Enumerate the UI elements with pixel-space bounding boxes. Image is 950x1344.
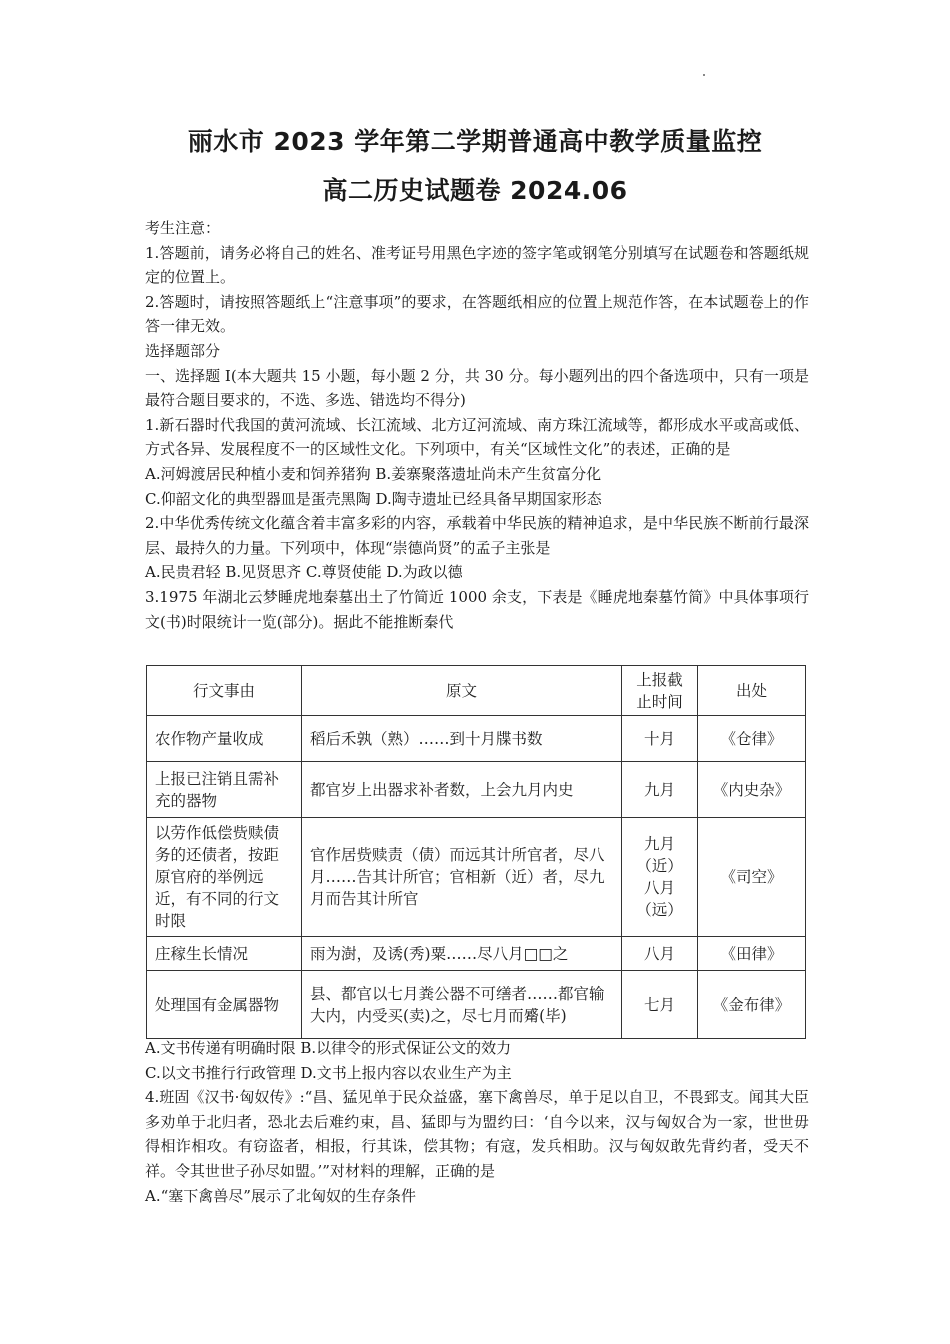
q4-option-a: A.“塞下禽兽尽”展示了北匈奴的生存条件 [145,1186,416,1205]
table-cell: 官作居赀赎责（债）而远其计所官者，尽八月……告其计所官；官相新（近）者，尽九月而告其计所官 [302,818,622,937]
table-cell: 《田律》 [698,937,806,971]
table-cell: 稻后禾孰（熟）……到十月牒书数 [302,716,622,762]
q1-options-cd: C.仰韶文化的典型器皿是蛋壳黑陶 D.陶寺遗址已经具备早期国家形态 [145,489,602,508]
table-cell: 上报已注销且需补充的器物 [147,762,302,818]
q1-options-ab: A.河姆渡居民种植小麦和饲养猪狗 B.姜寨聚落遗址尚未产生贫富分化 [145,464,602,483]
exam-body-lower [145,1036,809,1208]
table-cell: 十月 [622,716,698,762]
table-header-cell: 出处 [698,666,806,716]
table-cell: 都官岁上出器求补者数，上会九月内史 [302,762,622,818]
table-row [147,716,806,762]
exam-body-upper [145,216,809,634]
q3-stem: 3.1975 年湖北云梦睡虎地秦墓出土了竹简近 1000 余支，下表是《睡虎地秦墓竹简》中具体事项行文(书)时限统计一览(部分)。据此不能推断秦代 [145,587,809,631]
table-cell: 《内史杂》 [698,762,806,818]
notice-heading: 考生注意： [145,219,221,237]
q3-options-ab: A.文书传递有明确时限 B.以律令的形式保证公文的效力 [145,1039,512,1057]
table-cell: 《仓律》 [698,716,806,762]
table-cell: 农作物产量收成 [147,716,302,762]
table-row [147,937,806,971]
table-header-cell: 行文事由 [147,666,302,716]
table-cell: 八月 [622,937,698,971]
table-cell: 庄稼生长情况 [147,937,302,971]
table-cell: 七月 [622,971,698,1039]
table-cell: 九月（近）八月（远） [622,818,698,937]
q1-stem: 1.新石器时代我国的黄河流域、长江流域、北方辽河流域、南方珠江流域等，都形成水平或高或低、方式各异、发展程度不一的区域性文化。下列项中，有关“区域性文化”的表述，正确的是 [145,415,809,459]
q2-stem: 2.中华优秀传统文化蕴含着丰富多彩的内容，承载着中华民族的精神追求，是中华民族不断前行最深层、最持久的力量。下列项中，体现“崇德尚贤”的孟子主张是 [145,514,809,557]
q3-table [146,665,806,1039]
table-header-cell: 原文 [302,666,622,716]
section-intro: 一、选择题 I(本大题共 15 小题，每小题 2 分，共 30 分。每小题列出的四个备选项中，只有一项是最符合题目要求的，不选、多选、错选均不得分) [145,366,809,410]
table-row [147,818,806,937]
q2-options: A.民贵君轻 B.见贤思齐 C.尊贤使能 D.为政以德 [145,563,463,582]
scan-speck [703,74,705,76]
exam-title: 丽水市 2023 学年第二学期普通高中教学质量监控 [187,127,763,156]
table-cell: 《司空》 [698,818,806,937]
exam-subtitle: 高二历史试题卷 2024.06 [322,176,628,205]
q3-options-cd: C.以文书推行行政管理 D.文书上报内容以农业生产为主 [145,1063,512,1082]
table-cell: 县、都官以七月粪公器不可缮者……都官输大内，内受买(卖)之，尽七月而觱(毕) [302,971,622,1039]
table-row [147,762,806,818]
table-cell: 雨为澍，及诱(秀)粟……尽八月□□之 [302,937,622,971]
notice-item-2: 2.答题时，请按照答题纸上“注意事项”的要求，在答题纸相应的位置上规范作答，在本试题卷上的作答一律无效。 [145,292,809,336]
table-header-cell: 上报截止时间 [622,666,698,716]
section-part: 选择题部分 [145,341,221,360]
table-row [147,971,806,1039]
table-cell: 以劳作低偿赀赎债务的还债者，按距原官府的举例远近，有不同的行文时限 [147,818,302,937]
notice-item-1: 1.答题前，请务必将自己的姓名、准考证号用黑色字迹的签字笔或钢笔分别填写在试题卷和答题纸规定的位置上。 [145,243,809,287]
table-cell: 《金布律》 [698,971,806,1039]
table-header-row [147,666,806,716]
table-cell: 九月 [622,762,698,818]
table-cell: 处理国有金属器物 [147,971,302,1039]
q4-stem: 4.班固《汉书·匈奴传》:“昌、猛见单于民众益盛，塞下禽兽尽，单于足以自卫，不畏郅支。闻其大臣多劝单于北归者，恐北去后难约束，昌、猛即与为盟约曰：‘自今以来，汉与匈奴合为一家，世世毋得相诈相攻。有窃盗者，相报，行其诛，偿其物；有寇，发兵相助。汉与匈奴敢先背约者，受天不祥。令其世世子孙尽如盟。’”对材料的理解，正确的是 [145,1088,809,1180]
